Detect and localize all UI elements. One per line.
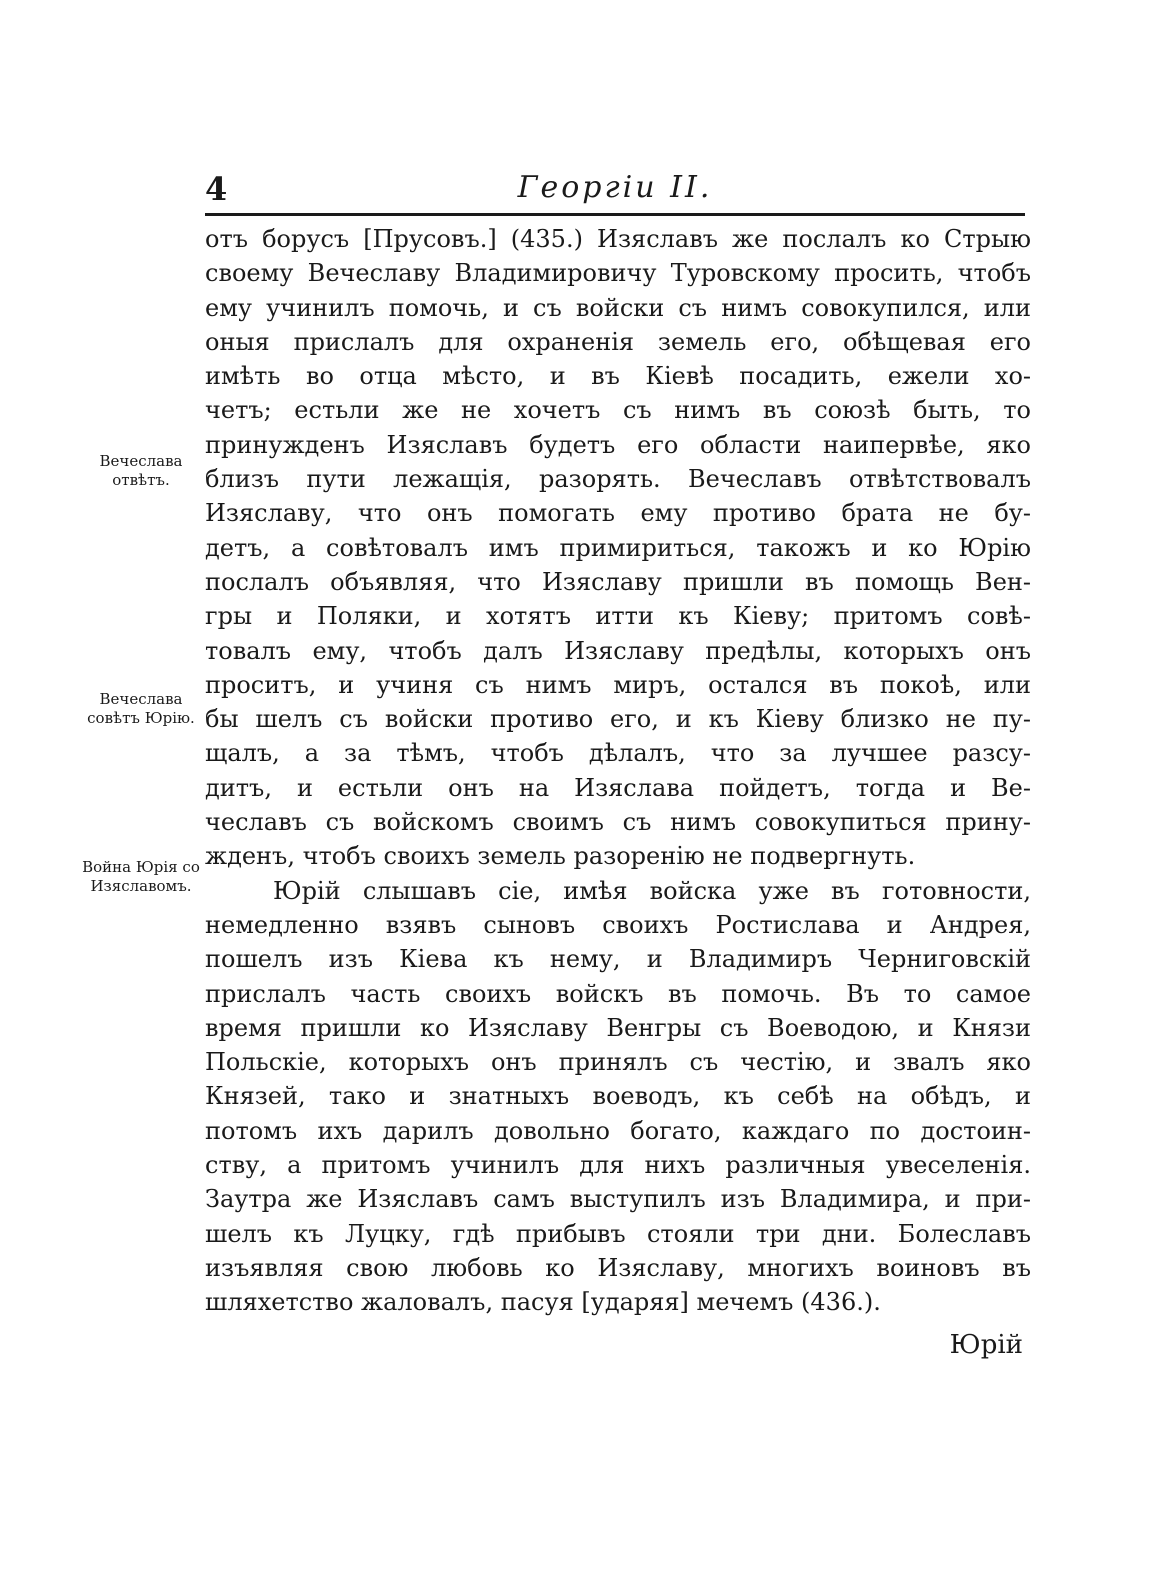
text-line: ему учинилъ помочь, и съ войски съ нимъ совокупился, или xyxy=(205,293,1031,322)
text-line: бы шелъ съ войски противо его, и къ Кiеву близко не пу- xyxy=(205,705,1031,734)
text-line: шляхетство жаловалъ, пасуя [ударяя] мечемъ (436.). xyxy=(205,1288,881,1317)
text-line: изъявляя свою любовь ко Изяславу, многихъ воиновъ въ xyxy=(205,1253,1031,1282)
text-line: потомъ ихъ дарилъ довольно богато, каждаго по достоин- xyxy=(205,1116,1031,1145)
text-line: время пришли ко Изяславу Венгры съ Воеводою, и Князи xyxy=(205,1013,1031,1042)
text-line: гры и Поляки, и хотятъ итти къ Кiеву; притомъ совѣ- xyxy=(205,602,1031,631)
text-line: ству, а притомъ учинилъ для нихъ различныя увеселенiя. xyxy=(205,1151,1031,1180)
text-line: отъ борусъ [Прусовъ.] (435.) Изяславъ же послалъ ко Стрыю xyxy=(205,225,1031,253)
header-rule xyxy=(205,213,1025,216)
page-number: 4 xyxy=(205,170,228,208)
text-line: жденъ, чтобъ своихъ земель разоренiю не подвергнуть. xyxy=(205,842,916,871)
text-line: Заутра же Изяславъ самъ выступилъ изъ Владимира, и при- xyxy=(205,1185,1031,1214)
text-line: оныя прислалъ для охраненiя земель его, обѣщевая его xyxy=(205,327,1031,356)
margin-note: Вечеслава отвѣтъ. xyxy=(99,452,183,489)
text-line: Изяславу, что онъ помогать ему противо брата не бу- xyxy=(205,499,1031,528)
body-text xyxy=(205,222,1031,1320)
page-header xyxy=(205,170,1025,210)
text-line: прислалъ часть своихъ войскъ въ помочь. Въ то самое xyxy=(205,979,1031,1008)
text-line: пошелъ изъ Кiева къ нему, и Владимиръ Черниговскiй xyxy=(205,945,1031,974)
running-title: Георгiи II. xyxy=(517,170,713,205)
text-line: принужденъ Изяславъ будетъ его области наипервѣе, яко xyxy=(205,430,1031,459)
text-line: четъ; естьли же не хочетъ съ нимъ въ союзѣ быть, то xyxy=(205,396,1031,425)
text-line: имѣть во отца мѣсто, и въ Кiевѣ посадить, ежели хо- xyxy=(205,362,1031,391)
text-line: чеславъ съ войскомъ своимъ съ нимъ совокупиться прину- xyxy=(205,808,1031,837)
margin-note: Война Юрiя со Изяславомъ. xyxy=(82,858,200,895)
text-line: немедленно взявъ сыновъ своихъ Ростислава и Андрея, xyxy=(205,910,1031,939)
text-line: шелъ къ Луцку, гдѣ прибывъ стояли три дни. Болеславъ xyxy=(205,1219,1031,1248)
text-line: Польскiе, которыхъ онъ принялъ съ честiю, и звалъ яко xyxy=(205,1048,1031,1077)
text-line: своему Вечеславу Владимировичу Туровскому просить, чтобъ xyxy=(205,259,1031,288)
text-line: дитъ, и естьли онъ на Изяслава пойдетъ, тогда и Ве- xyxy=(205,773,1031,802)
margin-note: Вечеслава совѣтъ Юрiю. xyxy=(87,690,195,727)
text-line: детъ, а совѣтовалъ имъ примириться, такожъ и ко Юрiю xyxy=(205,533,1031,562)
text-line: послалъ объявляя, что Изяславу пришли въ помощь Вен- xyxy=(205,567,1031,596)
text-line: близъ пути лежащiя, разорять. Вечеславъ отвѣтствовалъ xyxy=(205,465,1031,494)
text-line: Юрiй слышавъ сiе, имѣя войска уже въ готовности, xyxy=(273,876,1031,905)
text-line: Князей, тако и знатныхъ воеводъ, къ себѣ на обѣдъ, и xyxy=(205,1082,1031,1111)
text-line: товалъ ему, чтобъ далъ Изяславу предѣлы, которыхъ онъ xyxy=(205,636,1031,665)
text-line: щалъ, а за тѣмъ, чтобъ дѣлалъ, что за лучшее разсу- xyxy=(205,739,1031,768)
catchword: Юрiй xyxy=(949,1330,1023,1360)
text-line: проситъ, и учиня съ нимъ миръ, остался въ покоѣ, или xyxy=(205,670,1031,699)
